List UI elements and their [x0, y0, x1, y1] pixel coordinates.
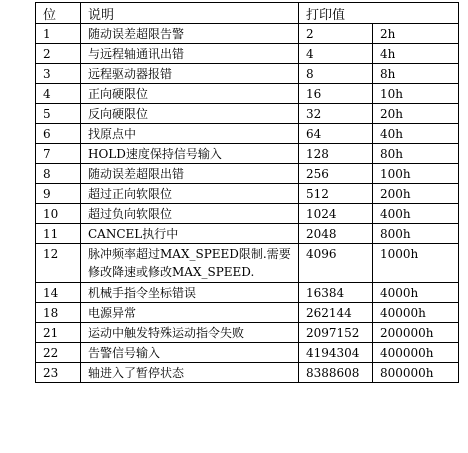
table-row	[36, 144, 459, 164]
cell-decimal-value: 8388608	[299, 363, 373, 383]
status-bit-table	[35, 2, 459, 383]
table-row	[36, 343, 459, 363]
cell-decimal-value: 2048	[299, 224, 373, 244]
cell-hex-value: 4000h	[373, 283, 459, 303]
cell-bit: 12	[36, 244, 81, 283]
cell-hex-value: 200h	[373, 184, 459, 204]
cell-description: CANCEL执行中	[81, 224, 299, 244]
table-row	[36, 323, 459, 343]
cell-decimal-value: 4096	[299, 244, 373, 283]
cell-description: 超过正向软限位	[81, 184, 299, 204]
cell-decimal-value: 128	[299, 144, 373, 164]
cell-description: 电源异常	[81, 303, 299, 323]
cell-hex-value: 40h	[373, 124, 459, 144]
cell-description: HOLD速度保持信号输入	[81, 144, 299, 164]
cell-hex-value: 2h	[373, 24, 459, 44]
cell-bit: 22	[36, 343, 81, 363]
table-row	[36, 363, 459, 383]
cell-hex-value: 80h	[373, 144, 459, 164]
cell-decimal-value: 16	[299, 84, 373, 104]
cell-description: 与远程轴通讯出错	[81, 44, 299, 64]
cell-bit: 10	[36, 204, 81, 224]
cell-bit: 6	[36, 124, 81, 144]
cell-bit: 11	[36, 224, 81, 244]
cell-decimal-value: 4	[299, 44, 373, 64]
cell-hex-value: 20h	[373, 104, 459, 124]
cell-hex-value: 40000h	[373, 303, 459, 323]
table-row	[36, 184, 459, 204]
cell-decimal-value: 2097152	[299, 323, 373, 343]
cell-hex-value: 8h	[373, 64, 459, 84]
cell-bit: 5	[36, 104, 81, 124]
cell-decimal-value: 4194304	[299, 343, 373, 363]
table-row	[36, 44, 459, 64]
cell-hex-value: 10h	[373, 84, 459, 104]
table-row	[36, 204, 459, 224]
cell-bit: 1	[36, 24, 81, 44]
cell-description: 找原点中	[81, 124, 299, 144]
cell-bit: 18	[36, 303, 81, 323]
table-header-row	[36, 3, 459, 24]
cell-hex-value: 100h	[373, 164, 459, 184]
cell-hex-value: 1000h	[373, 244, 459, 283]
cell-hex-value: 4h	[373, 44, 459, 64]
header-print-value: 打印值	[299, 3, 459, 24]
cell-bit: 21	[36, 323, 81, 343]
table-row	[36, 84, 459, 104]
cell-decimal-value: 16384	[299, 283, 373, 303]
cell-decimal-value: 32	[299, 104, 373, 124]
cell-hex-value: 800000h	[373, 363, 459, 383]
table-row	[36, 224, 459, 244]
cell-decimal-value: 2	[299, 24, 373, 44]
header-bit: 位	[36, 3, 81, 24]
cell-description: 脉冲频率超过MAX_SPEED限制.需要修改降速或修改MAX_SPEED.	[81, 244, 299, 283]
cell-bit: 3	[36, 64, 81, 84]
cell-description: 运动中触发特殊运动指令失败	[81, 323, 299, 343]
cell-description: 轴进入了暂停状态	[81, 363, 299, 383]
cell-decimal-value: 262144	[299, 303, 373, 323]
cell-hex-value: 400000h	[373, 343, 459, 363]
table-row	[36, 303, 459, 323]
cell-decimal-value: 64	[299, 124, 373, 144]
cell-decimal-value: 256	[299, 164, 373, 184]
cell-bit: 23	[36, 363, 81, 383]
cell-decimal-value: 512	[299, 184, 373, 204]
cell-bit: 14	[36, 283, 81, 303]
table-row	[36, 104, 459, 124]
cell-hex-value: 400h	[373, 204, 459, 224]
cell-bit: 4	[36, 84, 81, 104]
table-row	[36, 64, 459, 84]
cell-decimal-value: 1024	[299, 204, 373, 224]
cell-description: 机械手指令坐标错误	[81, 283, 299, 303]
cell-bit: 8	[36, 164, 81, 184]
cell-decimal-value: 8	[299, 64, 373, 84]
header-description: 说明	[81, 3, 299, 24]
cell-description: 告警信号输入	[81, 343, 299, 363]
cell-bit: 7	[36, 144, 81, 164]
cell-bit: 2	[36, 44, 81, 64]
cell-description: 远程驱动器报错	[81, 64, 299, 84]
cell-bit: 9	[36, 184, 81, 204]
table-row	[36, 283, 459, 303]
table-row	[36, 244, 459, 283]
table-row	[36, 164, 459, 184]
table-row	[36, 124, 459, 144]
cell-hex-value: 200000h	[373, 323, 459, 343]
cell-description: 随动误差超限出错	[81, 164, 299, 184]
table-row	[36, 24, 459, 44]
cell-description: 正向硬限位	[81, 84, 299, 104]
cell-description: 超过负向软限位	[81, 204, 299, 224]
cell-description: 反向硬限位	[81, 104, 299, 124]
cell-hex-value: 800h	[373, 224, 459, 244]
cell-description: 随动误差超限告警	[81, 24, 299, 44]
